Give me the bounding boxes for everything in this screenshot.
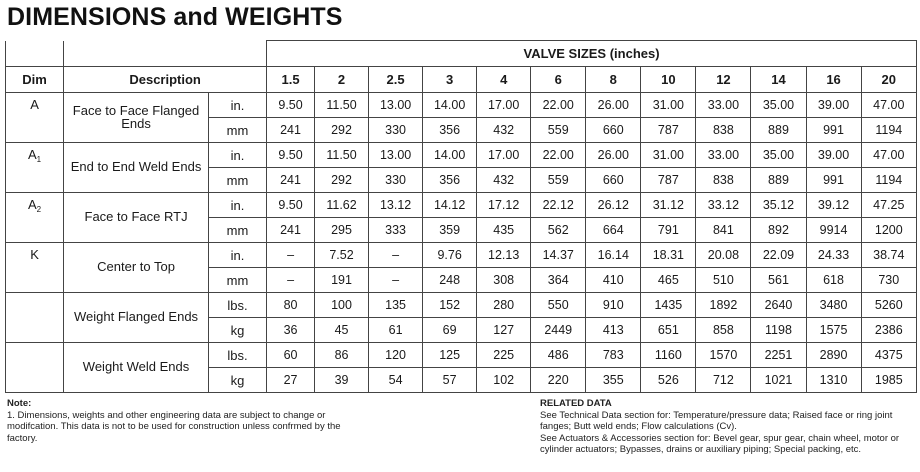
value-cell: 510 <box>696 268 751 293</box>
dim-cell <box>6 343 64 393</box>
size-header-cell: 4 <box>477 67 531 93</box>
value-cell: 526 <box>641 368 696 393</box>
size-header-cell: 12 <box>696 67 751 93</box>
value-cell: 35.00 <box>751 93 806 118</box>
related-data-line-2: See Actuators & Accessories section for: Bevel gear, spur gear, chain wheel, motor or cylinder actuators; Bypasses, drains or auxiliary piping; Special packing, etc. <box>540 432 900 455</box>
value-cell: 9.50 <box>267 143 315 168</box>
value-cell: – <box>267 268 315 293</box>
value-cell: 241 <box>267 218 315 243</box>
value-cell: 660 <box>586 168 641 193</box>
size-header-cell: 20 <box>861 67 916 93</box>
value-cell: 31.00 <box>641 143 696 168</box>
value-cell: 127 <box>477 318 531 343</box>
value-cell: 838 <box>696 118 751 143</box>
dim-letter: A <box>28 147 37 162</box>
unit-cell: lbs. <box>208 293 266 318</box>
value-cell: 550 <box>531 293 586 318</box>
value-cell: 618 <box>806 268 861 293</box>
value-cell: 26.00 <box>586 93 641 118</box>
dim-cell <box>6 293 64 343</box>
dim-cell <box>6 193 64 243</box>
value-cell: 4375 <box>861 343 916 368</box>
value-cell: 11.62 <box>315 193 369 218</box>
value-cell: 292 <box>315 118 369 143</box>
value-cell: 910 <box>586 293 641 318</box>
value-cell: 9914 <box>806 218 861 243</box>
dim-subscript: 1 <box>36 155 42 164</box>
value-cell: 241 <box>267 118 315 143</box>
value-cell: 27 <box>267 368 315 393</box>
valve-sizes-header: VALVE SIZES (inches) <box>267 41 917 67</box>
value-cell: 2386 <box>861 318 916 343</box>
value-cell: 14.37 <box>531 243 586 268</box>
value-cell: 355 <box>586 368 641 393</box>
dim-cell <box>6 143 64 193</box>
description-cell: Weight Flanged Ends <box>64 293 209 343</box>
value-cell: 60 <box>267 343 315 368</box>
dim-header: Dim <box>6 67 64 93</box>
value-cell: 712 <box>696 368 751 393</box>
value-cell: 730 <box>861 268 916 293</box>
value-cell: 1200 <box>861 218 916 243</box>
value-cell: 14.12 <box>423 193 477 218</box>
dim-letter: A <box>28 197 37 212</box>
value-cell: 486 <box>531 343 586 368</box>
value-cell: 57 <box>423 368 477 393</box>
value-cell: 5260 <box>861 293 916 318</box>
value-cell: 787 <box>641 168 696 193</box>
value-cell: 33.12 <box>696 193 751 218</box>
value-cell: 16.14 <box>586 243 641 268</box>
value-cell: 465 <box>641 268 696 293</box>
size-header-cell: 6 <box>531 67 586 93</box>
unit-cell: mm <box>208 168 266 193</box>
value-cell: 991 <box>806 168 861 193</box>
unit-cell: in. <box>208 193 266 218</box>
value-cell: 31.00 <box>641 93 696 118</box>
dimensions-table <box>5 40 917 393</box>
value-cell: 1194 <box>861 168 916 193</box>
value-cell: 102 <box>477 368 531 393</box>
description-header-spacer <box>64 41 267 67</box>
unit-cell: kg <box>208 318 266 343</box>
size-header-cell: 10 <box>641 67 696 93</box>
size-header-cell: 14 <box>751 67 806 93</box>
table-row <box>6 193 917 218</box>
value-cell: 39.12 <box>806 193 861 218</box>
value-cell: 651 <box>641 318 696 343</box>
value-cell: 559 <box>531 168 586 193</box>
header-row-sizes <box>6 67 917 93</box>
related-data-line-1: See Technical Data section for: Temperature/pressure data; Raised face or ring joint fanges; Butt weld ends; Flow calculations (Cv). <box>540 409 893 432</box>
value-cell: 1310 <box>806 368 861 393</box>
table-row <box>6 143 917 168</box>
value-cell: 359 <box>423 218 477 243</box>
value-cell: 991 <box>806 118 861 143</box>
value-cell: 39.00 <box>806 143 861 168</box>
table-row <box>6 343 917 368</box>
note-heading: Note: <box>7 398 32 409</box>
value-cell: 561 <box>751 268 806 293</box>
value-cell: 13.12 <box>369 193 423 218</box>
value-cell: 14.00 <box>423 93 477 118</box>
value-cell: 3480 <box>806 293 861 318</box>
value-cell: 559 <box>531 118 586 143</box>
value-cell: 100 <box>315 293 369 318</box>
description-cell: Center to Top <box>64 243 209 293</box>
value-cell: 33.00 <box>696 93 751 118</box>
value-cell: 47.00 <box>861 93 916 118</box>
value-cell: 1575 <box>806 318 861 343</box>
value-cell: 17.00 <box>477 143 531 168</box>
value-cell: 889 <box>751 118 806 143</box>
value-cell: 356 <box>423 118 477 143</box>
value-cell: 889 <box>751 168 806 193</box>
value-cell: 13.00 <box>369 143 423 168</box>
value-cell: 26.00 <box>586 143 641 168</box>
value-cell: – <box>369 268 423 293</box>
value-cell: 35.00 <box>751 143 806 168</box>
value-cell: 11.50 <box>315 143 369 168</box>
value-cell: 31.12 <box>641 193 696 218</box>
value-cell: 26.12 <box>586 193 641 218</box>
dim-cell <box>6 93 64 143</box>
value-cell: 86 <box>315 343 369 368</box>
value-cell: 33.00 <box>696 143 751 168</box>
value-cell: 18.31 <box>641 243 696 268</box>
value-cell: 22.09 <box>751 243 806 268</box>
unit-cell: kg <box>208 368 266 393</box>
unit-cell: mm <box>208 268 266 293</box>
value-cell: 333 <box>369 218 423 243</box>
value-cell: 13.00 <box>369 93 423 118</box>
value-cell: 280 <box>477 293 531 318</box>
value-cell: 20.08 <box>696 243 751 268</box>
value-cell: 791 <box>641 218 696 243</box>
table-row <box>6 243 917 268</box>
value-cell: – <box>267 243 315 268</box>
value-cell: 9.76 <box>423 243 477 268</box>
value-cell: 364 <box>531 268 586 293</box>
value-cell: 36 <box>267 318 315 343</box>
value-cell: 14.00 <box>423 143 477 168</box>
value-cell: 2449 <box>531 318 586 343</box>
value-cell: 152 <box>423 293 477 318</box>
unit-cell: lbs. <box>208 343 266 368</box>
value-cell: 191 <box>315 268 369 293</box>
value-cell: 410 <box>586 268 641 293</box>
value-cell: 120 <box>369 343 423 368</box>
header-row-group <box>6 41 917 67</box>
value-cell: 24.33 <box>806 243 861 268</box>
dim-letter: A <box>30 97 39 112</box>
value-cell: 9.50 <box>267 193 315 218</box>
value-cell: 248 <box>423 268 477 293</box>
value-cell: 308 <box>477 268 531 293</box>
value-cell: 225 <box>477 343 531 368</box>
dim-subscript: 2 <box>36 205 42 214</box>
value-cell: 125 <box>423 343 477 368</box>
value-cell: 432 <box>477 118 531 143</box>
value-cell: 1198 <box>751 318 806 343</box>
value-cell: 892 <box>751 218 806 243</box>
value-cell: 841 <box>696 218 751 243</box>
value-cell: 35.12 <box>751 193 806 218</box>
description-cell: Face to Face Flanged Ends <box>64 93 209 143</box>
value-cell: 135 <box>369 293 423 318</box>
value-cell: 241 <box>267 168 315 193</box>
value-cell: 17.12 <box>477 193 531 218</box>
description-cell: End to End Weld Ends <box>64 143 209 193</box>
related-data-heading: RELATED DATA <box>540 398 612 409</box>
value-cell: 783 <box>586 343 641 368</box>
value-cell: 1985 <box>861 368 916 393</box>
unit-cell: in. <box>208 143 266 168</box>
value-cell: 2251 <box>751 343 806 368</box>
value-cell: 17.00 <box>477 93 531 118</box>
unit-cell: mm <box>208 218 266 243</box>
page-title: DIMENSIONS and WEIGHTS <box>7 3 343 31</box>
value-cell: 47.25 <box>861 193 916 218</box>
value-cell: 330 <box>369 118 423 143</box>
description-cell: Face to Face RTJ <box>64 193 209 243</box>
value-cell: 838 <box>696 168 751 193</box>
note-block <box>7 398 352 444</box>
value-cell: 292 <box>315 168 369 193</box>
value-cell: 9.50 <box>267 93 315 118</box>
value-cell: 22.00 <box>531 93 586 118</box>
value-cell: 295 <box>315 218 369 243</box>
value-cell: 858 <box>696 318 751 343</box>
value-cell: 664 <box>586 218 641 243</box>
value-cell: 61 <box>369 318 423 343</box>
value-cell: 2640 <box>751 293 806 318</box>
value-cell: 413 <box>586 318 641 343</box>
value-cell: 1892 <box>696 293 751 318</box>
value-cell: 356 <box>423 168 477 193</box>
unit-cell: in. <box>208 243 266 268</box>
table-row <box>6 293 917 318</box>
value-cell: 1194 <box>861 118 916 143</box>
value-cell: 7.52 <box>315 243 369 268</box>
value-cell: 787 <box>641 118 696 143</box>
value-cell: 45 <box>315 318 369 343</box>
value-cell: 220 <box>531 368 586 393</box>
value-cell: 39 <box>315 368 369 393</box>
size-header-cell: 2 <box>315 67 369 93</box>
dim-header-spacer <box>6 41 64 67</box>
value-cell: 69 <box>423 318 477 343</box>
value-cell: 435 <box>477 218 531 243</box>
dim-cell <box>6 243 64 293</box>
unit-cell: in. <box>208 93 266 118</box>
value-cell: 54 <box>369 368 423 393</box>
dim-letter: K <box>30 247 39 262</box>
value-cell: 2890 <box>806 343 861 368</box>
value-cell: – <box>369 243 423 268</box>
value-cell: 1435 <box>641 293 696 318</box>
value-cell: 1160 <box>641 343 696 368</box>
size-header-cell: 8 <box>586 67 641 93</box>
note-text: 1. Dimensions, weights and other engineering data are subject to change or modifcation. This data is not to be used for construction unless confrmed by the factory. <box>7 409 341 444</box>
value-cell: 660 <box>586 118 641 143</box>
value-cell: 39.00 <box>806 93 861 118</box>
value-cell: 11.50 <box>315 93 369 118</box>
value-cell: 1570 <box>696 343 751 368</box>
value-cell: 22.12 <box>531 193 586 218</box>
size-header-cell: 1.5 <box>267 67 315 93</box>
value-cell: 38.74 <box>861 243 916 268</box>
unit-cell: mm <box>208 118 266 143</box>
value-cell: 1021 <box>751 368 806 393</box>
size-header-cell: 3 <box>423 67 477 93</box>
value-cell: 47.00 <box>861 143 916 168</box>
value-cell: 562 <box>531 218 586 243</box>
description-cell: Weight Weld Ends <box>64 343 209 393</box>
value-cell: 12.13 <box>477 243 531 268</box>
value-cell: 330 <box>369 168 423 193</box>
size-header-cell: 2.5 <box>369 67 423 93</box>
description-header: Description <box>64 67 267 93</box>
table-row <box>6 93 917 118</box>
related-data-block <box>540 398 918 456</box>
size-header-cell: 16 <box>806 67 861 93</box>
value-cell: 22.00 <box>531 143 586 168</box>
value-cell: 80 <box>267 293 315 318</box>
value-cell: 432 <box>477 168 531 193</box>
